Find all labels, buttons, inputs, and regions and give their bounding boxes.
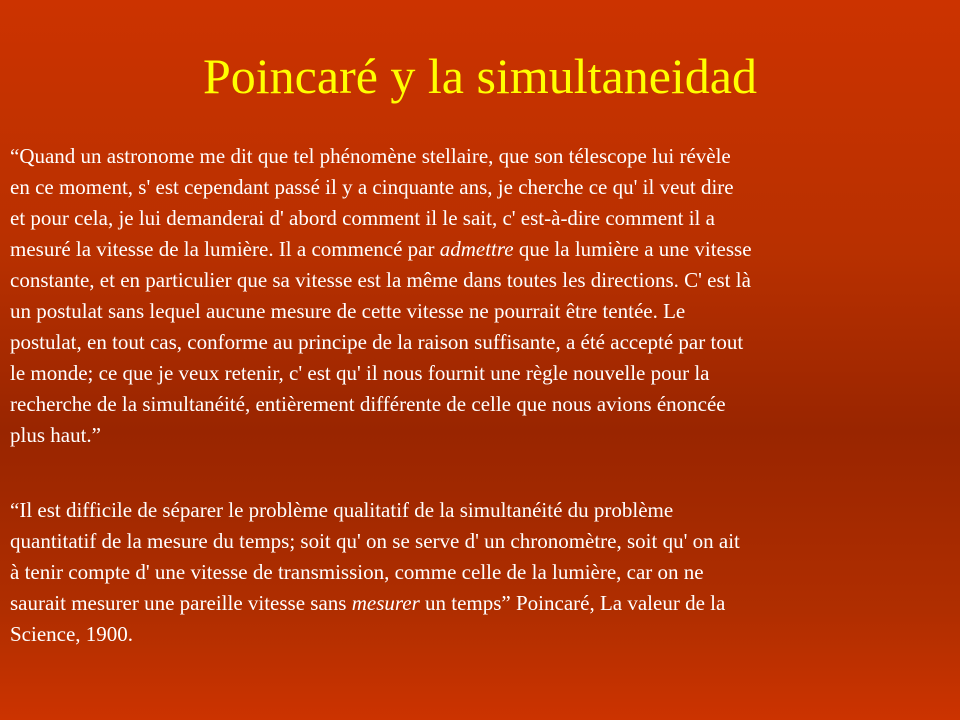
quote2-line-1: “Il est difficile de séparer le problème qualitatif de la simultanéité du problème [10, 498, 674, 522]
quote1-line-1: “Quand un astronome me dit que tel phénomène stellaire, que son télescope lui révèle [10, 144, 731, 168]
quote1-line-5: constante, et en particulier que sa vitesse est la même dans toutes les directions. C' est là [10, 268, 751, 292]
quote2-line-2: quantitatif de la mesure du temps; soit qu' on se serve d' un chronomètre, soit qu' on ait [10, 529, 740, 553]
quote1-line-7: postulat, en tout cas, conforme au principe de la raison suffisante, a été accepté par tout [10, 330, 744, 354]
quote1-line-8: le monde; ce que je veux retenir, c' est qu' il nous fournit une règle nouvelle pour la [10, 361, 710, 385]
quote2-line-4-after: un temps” Poincaré, La valeur de la [419, 591, 726, 615]
quote1-line-10: plus haut.” [10, 423, 101, 447]
quote-paragraph-2 [10, 495, 940, 650]
quote2-emphasis-mesurer: mesurer [351, 591, 420, 615]
quote1-line-6: un postulat sans lequel aucune mesure de cette vitesse ne pourrait être tentée. Le [10, 299, 686, 323]
quote1-line-3: et pour cela, je lui demanderai d' abord comment il le sait, c' est-à-dire comment il a [10, 206, 715, 230]
quote1-line-9: recherche de la simultanéité, entièrement différente de celle que nous avions énoncée [10, 392, 726, 416]
slide-title: Poincaré y la simultaneidad [202, 48, 757, 104]
quote2-line-4-before: saurait mesurer une pareille vitesse sans [10, 591, 352, 615]
quote1-line-4-after: que la lumière a une vitesse [513, 237, 752, 261]
quote-paragraph-1 [10, 141, 940, 451]
quote1-line-4-before: mesuré la vitesse de la lumière. Il a commencé par [10, 237, 440, 261]
quote1-emphasis-admettre: admettre [439, 237, 514, 261]
quote1-line-2: en ce moment, s' est cependant passé il y a cinquante ans, je cherche ce qu' il veut dire [10, 175, 734, 199]
quote2-line-3: à tenir compte d' une vitesse de transmission, comme celle de la lumière, car on ne [10, 560, 704, 584]
quote2-line-5: Science, 1900. [10, 622, 134, 646]
